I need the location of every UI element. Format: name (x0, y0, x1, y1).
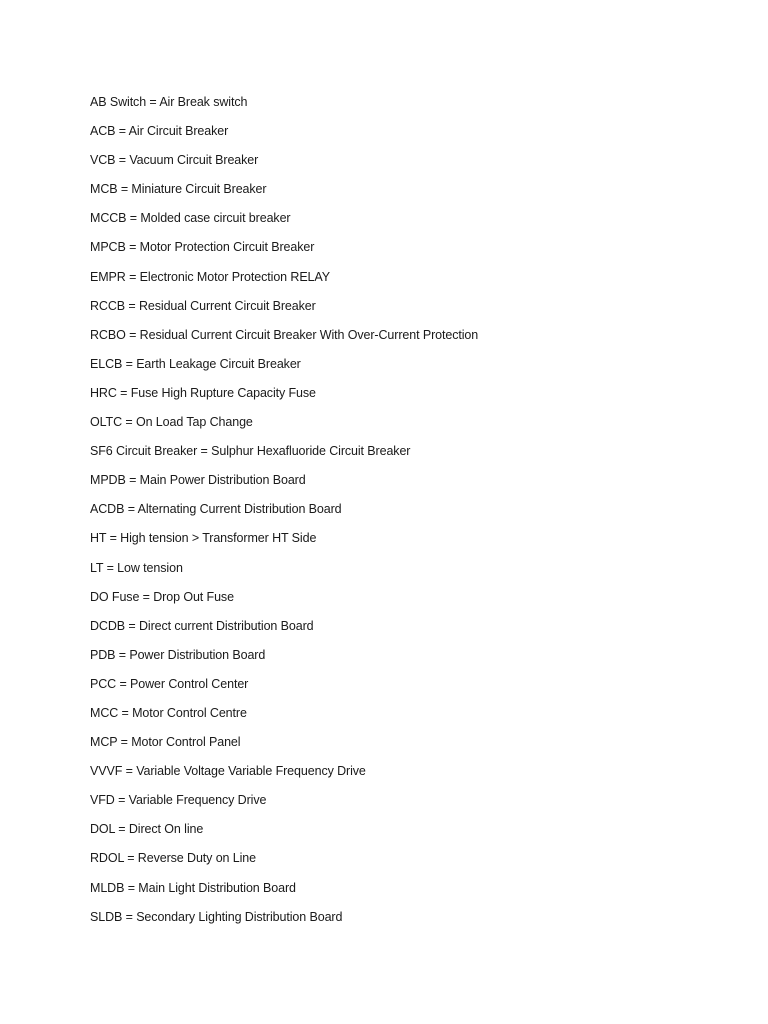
abbreviation-line: HT = High tension > Transformer HT Side (90, 531, 317, 546)
abbreviation-line: MPCB = Motor Protection Circuit Breaker (90, 240, 315, 255)
abbreviation-line: ACDB = Alternating Current Distribution Board (90, 502, 342, 517)
abbreviation-line: RCBO = Residual Current Circuit Breaker With Over-Current Protection (90, 327, 479, 342)
abbreviation-line: SF6 Circuit Breaker = Sulphur Hexafluoride Circuit Breaker (90, 444, 411, 459)
abbreviation-line: EMPR = Electronic Motor Protection RELAY (90, 269, 330, 284)
abbreviation-line: DOL = Direct On line (90, 822, 204, 837)
abbreviation-line: MCB = Miniature Circuit Breaker (90, 182, 267, 197)
abbreviation-line: MLDB = Main Light Distribution Board (90, 880, 296, 895)
abbreviation-line: OLTC = On Load Tap Change (90, 415, 253, 430)
abbreviation-line: LT = Low tension (90, 560, 183, 575)
abbreviation-line: VVVF = Variable Voltage Variable Frequency Drive (90, 764, 366, 779)
abbreviation-line: MCP = Motor Control Panel (90, 735, 241, 750)
abbreviation-line: MCCB = Molded case circuit breaker (90, 211, 291, 226)
abbreviation-line: RDOL = Reverse Duty on Line (90, 851, 257, 866)
abbreviation-line: ELCB = Earth Leakage Circuit Breaker (90, 356, 301, 371)
abbreviation-line: MCC = Motor Control Centre (90, 705, 247, 720)
abbreviation-line: SLDB = Secondary Lighting Distribution Board (90, 909, 343, 924)
abbreviation-line: DCDB = Direct current Distribution Board (90, 618, 314, 633)
abbreviation-line: DO Fuse = Drop Out Fuse (90, 589, 234, 604)
abbreviation-line: VFD = Variable Frequency Drive (90, 793, 267, 808)
abbreviation-line: VCB = Vacuum Circuit Breaker (90, 153, 259, 168)
abbreviation-line: MPDB = Main Power Distribution Board (90, 473, 306, 488)
abbreviation-line: RCCB = Residual Current Circuit Breaker (90, 298, 316, 313)
abbreviation-line: HRC = Fuse High Rupture Capacity Fuse (90, 385, 316, 400)
abbreviation-list (90, 92, 478, 936)
abbreviation-line: PCC = Power Control Center (90, 676, 249, 691)
abbreviation-line: PDB = Power Distribution Board (90, 647, 266, 662)
abbreviation-line: AB Switch = Air Break switch (90, 95, 248, 109)
abbreviation-line: ACB = Air Circuit Breaker (90, 124, 229, 139)
